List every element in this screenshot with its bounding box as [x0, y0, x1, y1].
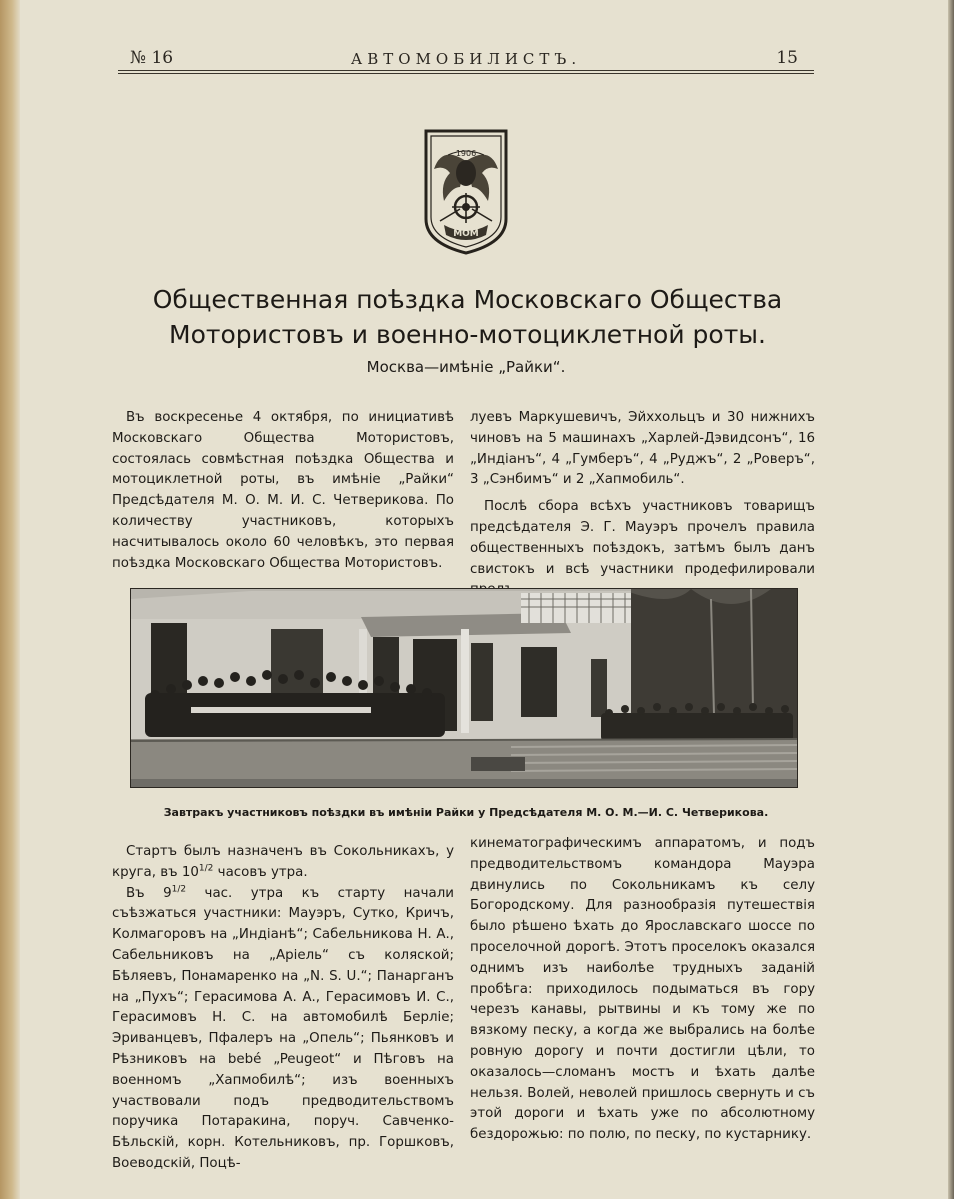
issue-number: № 16: [130, 48, 174, 68]
paragraph: Послѣ сбора всѣхъ участниковъ товарищъ предсѣдателя Э. Г. Мауэръ прочелъ правила общественныхъ поѣздокъ, затѣмъ былъ данъ свистокъ и всѣ участники продефилировали: [470, 499, 815, 577]
paragraph: луевъ Маркушевичъ, Эйххольцъ и 30 нижнихъ чиновъ на 5 машинахъ „Харлей-Дэвидсонъ“, 16 „Индіанъ“, 4 „Гумберъ“, 4 „Руджъ“, 2 „Роверъ“, 3 „Сэнбимъ“ и 2 „Хапмобиль“.: [470, 410, 815, 488]
paragraph: [112, 884, 454, 1175]
emblem-year: 1906: [455, 149, 477, 158]
paragraph: [112, 842, 454, 884]
fraction-half: 1/2: [198, 863, 214, 874]
breakfast-photo: [130, 588, 798, 788]
paragraph: Въ воскресенье 4 октября, по инициативѣ Московскаго Общества Мотористовъ, состоялась совмѣстная поѣздка Общества и мотоциклетной роты, въ имѣніе „Райки“ Предсѣдателя М. О. М. И. С. Четверикова. По количеству участниковъ, которыхъ насчитывалось около 60 человѣкъ, это первая поѣздка Московскаго Общества Мотористовъ.: [112, 410, 454, 571]
column-top-right: [470, 408, 815, 601]
running-header: [118, 48, 814, 72]
photo-caption: Завтракъ участниковъ поѣздки въ имѣніи Райки у Предсѣдателя М. О. М.—И. С. Четверикова.: [163, 806, 769, 819]
column-bottom-left: [112, 842, 454, 1175]
photo-image: [131, 589, 797, 787]
article-title-line-1: Общественная поѣздка Московскаго Общества: [152, 285, 783, 314]
header-rule-bottom: [118, 73, 814, 74]
emblem-letters: МОМ: [453, 229, 479, 239]
column-bottom-right: [470, 834, 815, 1146]
society-emblem-icon: [420, 125, 512, 257]
column-top-left: [112, 408, 454, 574]
binding-spine: [0, 0, 20, 1199]
article-subtitle: Москва—имѣніе „Райки“.: [366, 358, 566, 376]
text-run: Въ 9: [126, 885, 172, 901]
page-number: 15: [776, 48, 798, 68]
paragraph: кинематографическимъ аппаратомъ, и подъ предводительствомъ командора Мауэра двинулись по Сокольникамъ къ селу Богородскому. Для разнообразія путешествія было рѣшено ѣхать до Ярославскаго шоссе по проселочной дорогѣ. Этотъ проселокъ оказался однимъ изъ наиболѣе трудныхъ заданій пробѣга: приходилось подыматься въ гору черезъ канавы, рытвины и къ тому же по вязкому песку, а когда же выбрались на болѣе ровную дорогу и почти достигли цѣли, то оказалось—сломанъ мостъ и ѣхать далѣе нельзя. Волей, неволей пришлось свернуть и съ этой дороги и ѣхать уже по абсолютному бездорожью: по полю, по песку, по кустарнику.: [470, 836, 815, 1143]
page-edge-shadow: [948, 0, 954, 1199]
text-run: часовъ утра.: [213, 864, 308, 880]
journal-title: АВТОМОБИЛИСТЪ.: [350, 50, 582, 68]
article-title-line-2: Мотористовъ и военно-мотоциклетной роты.: [169, 320, 766, 349]
text-run: час. утра къ старту начали съѣзжаться участники: Мауэръ, Сутко, Кричъ, Колмагоровъ на „Индіанѣ“; Сабельникова Н. А., Сабельниковъ на „Аріель“ съ коляской; Бѣляевъ, Понамаренко на „N. S. U.“; Панарганъ на „Пухъ“; Герасимова А. А., Герасимовъ И. С., Герасимовъ Н. С. на автомобилѣ Берліе; Эриванцевъ, Пфалеръ на „Опель“; Пьянковъ и Рѣзниковъ на bebé „Peugeot“ и Пѣговъ на военномъ „Хапмобилѣ“; изъ военныхъ участвовали подъ предводительствомъ поручика Потаракина, поруч. Савченко-Бѣльскій, корн. Котельниковъ, пр. Горшковъ, Воеводскій, Поцѣ-: [112, 885, 454, 1171]
fraction-half: 1/2: [171, 884, 187, 895]
article-title: [100, 282, 835, 352]
header-rule-top: [118, 70, 814, 71]
text-run: Стартъ былъ назначенъ въ Сокольникахъ, у круга, въ 10: [112, 844, 454, 880]
